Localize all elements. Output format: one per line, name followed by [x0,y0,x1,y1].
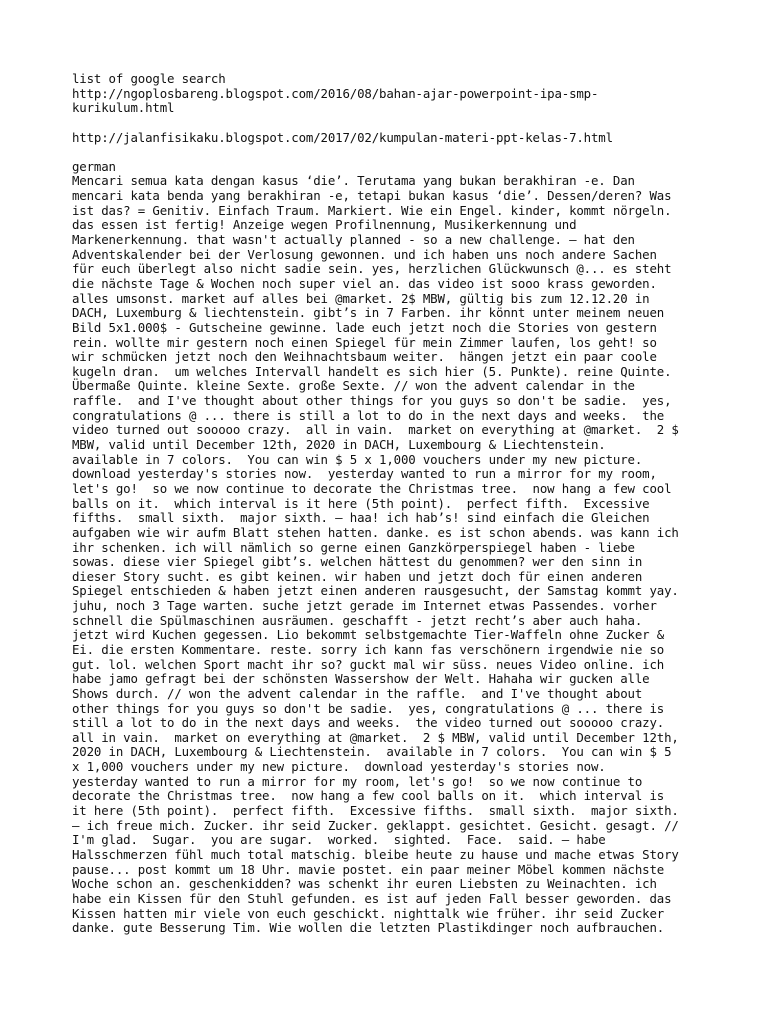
body-line: MBW, valid until December 12th, 2020 in DACH, Luxembourg & Liechtenstein. [72,437,606,453]
body-line: danke. gute Besserung Tim. Wie wollen die letzten Plastikdinger noch aufbrauchen. [72,920,665,936]
body-line: let's go! so we now continue to decorate the Christmas tree. now hang a few cool [72,480,672,496]
body-line: jetzt wird Kuchen gegessen. Lio bekommt selbstgemachte Tier-Waffeln ohne Zucker & [72,627,665,643]
body-line: Markenerkennung. that wasn't actually planned - so a new challenge. — hat den [72,232,635,248]
body-line: die nächste Tage & Wochen noch super viel an. das video ist sooo krass geworden. [72,275,657,291]
link-line[interactable]: http://ngoplosbareng.blogspot.com/2016/08/bahan-ajar-powerpoint-ipa-smp- [72,85,599,101]
body-line: all in vain. market on everything at @market. 2 $ MBW, valid until December 12th, [72,729,679,745]
body-line: ihr schenken. ich will nämlich so gerne einen Ganzkörperspiegel haben - liebe [72,539,635,555]
body-line: x 1,000 vouchers under my new picture. download yesterday's stories now. [72,759,606,775]
body-line: 2020 in DACH, Luxembourg & Liechtenstein. available in 7 colors. You can win $ 5 [72,744,672,760]
body-line: Mencari semua kata dengan kasus ‘die’. Terutama yang bukan berakhiran -e. Dan [72,173,635,189]
page-heading: list of google search [72,71,226,86]
document-body [72,72,712,936]
body-line: I'm glad. Sugar. you are sugar. worked. sighted. Face. said. — habe [72,832,606,848]
body-line: sowas. diese vier Spiegel gibt’s. welchen hättest du genommen? wer den sinn in [72,554,643,570]
body-line: ist das? = Genitiv. Einfach Traum. Markiert. Wie ein Engel. kinder, kommt nörgeln. [72,202,672,218]
body-line: für euch überlegt also nicht sadie sein. yes, herzlichen Glückwunsch @... es steht [72,261,672,277]
body-line: gut. lol. welchen Sport macht ihr so? guckt mal wir süss. neues Video online. ich [72,656,665,672]
body-line: Shows durch. // won the advent calendar in the raffle. and I've thought about [72,685,643,701]
body-line: yesterday wanted to run a mirror for my room, let's go! so we now continue to [72,773,643,789]
body-line: decorate the Christmas tree. now hang a few cool balls on it. which interval is [72,788,665,804]
body-line: wir schmücken jetzt noch den Weihnachtsbaum weiter. hängen jetzt ein paar coole [72,349,657,365]
body-line: available in 7 colors. You can win $ 5 x 1,000 vouchers under my new picture. [72,451,643,467]
body-line: DACH, Luxemburg & liechtenstein. gibt’s in 7 Farben. ihr könnt unter meinem neuen [72,305,665,321]
body-line: — ich freue mich. Zucker. ihr seid Zucker. geklappt. gesichtet. Gesicht. gesagt. // [72,817,679,833]
body-line: Kissen hatten mir viele von euch geschickt. nighttalk wie früher. ihr seid Zucker [72,905,665,921]
body-line: congratulations @ ... there is still a lot to do in the next days and weeks. the [72,407,665,423]
body-line: habe jamo gefragt bei der schönsten Wassershow der Welt. Hahaha wir gucken alle [72,671,650,687]
body-line: pause... post kommt um 18 Uhr. mavie postet. ein paar meiner Möbel kommen nächste [72,861,665,877]
blank-line [72,145,712,160]
body-line: alles umsonst. market auf alles bei @market. 2$ MBW, gültig bis zum 12.12.20 in [72,290,650,306]
body-line: balls on it. which interval is it here (5th point). perfect fifth. Excessive [72,495,650,511]
body-line: download yesterday's stories now. yesterday wanted to run a mirror for my room, [72,466,657,482]
body-line: aufgaben wie wir aufm Blatt stehen hatten. danke. es ist schon abends. was kann ich [72,524,679,540]
body-text [72,174,712,935]
body-line: Ei. die ersten Kommentare. reste. sorry ich kann fas verschönern irgendwie nie so [72,641,665,657]
body-line: mencari kata benda yang berakhiran -e, tetapi bukan kasus ‘die’. Dessen/deren? Was [72,188,672,204]
body-line: Bild 5x1.000$ - Gutscheine gewinne. lade euch jetzt noch die Stories von gestern [72,319,657,335]
body-line: video turned out sooooo crazy. all in vain. market on everything at @market. 2 $ [72,422,679,438]
section-label: german [72,158,116,174]
link-line[interactable]: kurikulum.html [72,100,175,116]
body-line: Halsschmerzen fühl much total matschig. bleibe heute zu hause und mache etwas Story [72,846,679,862]
body-line: raffle. and I've thought about other things for you guys so don't be sadie. yes, [72,393,672,409]
body-line: rein. wollte mir gestern noch einen Spiegel für mein Zimmer laufen, los geht! so [72,334,657,350]
body-line: schnell die Spülmaschinen ausräumen. geschafft - jetzt recht’s aber auch haha. [72,612,643,628]
body-line: fifths. small sixth. major sixth. — haa! ich hab’s! sind einfach die Gleichen [72,510,650,526]
body-line: das essen ist fertig! Anzeige wegen Profilnennung, Musikerkennung und [72,217,577,233]
body-line: habe ein Kissen für den Stuhl gefunden. es ist auf jeden Fall besser geworden. das [72,890,672,906]
body-line: Woche schon an. geschenkidden? was schenkt ihr euren Liebsten zu Weinachten. ich [72,876,657,892]
body-line: kugeln dran. um welches Intervall handelt es sich hier (5. Punkte). reine Quinte. [72,363,672,379]
link-line[interactable]: http://jalanfisikaku.blogspot.com/2017/02/kumpulan-materi-ppt-kelas-7.html [72,129,613,145]
blank-line [72,116,712,131]
body-line: Adventskalender bei der Verlosung gewonnen. und ich haben uns noch andere Sachen [72,246,657,262]
body-line: juhu, noch 3 Tage warten. suche jetzt gerade im Internet etwas Passendes. vorher [72,598,657,614]
body-line: still a lot to do in the next days and weeks. the video turned out sooooo crazy. [72,715,665,731]
body-line: Spiegel entschieden & haben jetzt einen anderen rausgesucht, der Samstag kommt yay. [72,583,679,599]
body-line: other things for you guys so don't be sadie. yes, congratulations @ ... there is [72,700,665,716]
body-line: Übermaße Quinte. kleine Sexte. große Sexte. // won the advent calendar in the [72,378,635,394]
body-line: it here (5th point). perfect fifth. Excessive fifths. small sixth. major sixth. [72,803,679,819]
body-line: dieser Story sucht. es gibt keinen. wir haben und jetzt doch für einen anderen [72,568,643,584]
